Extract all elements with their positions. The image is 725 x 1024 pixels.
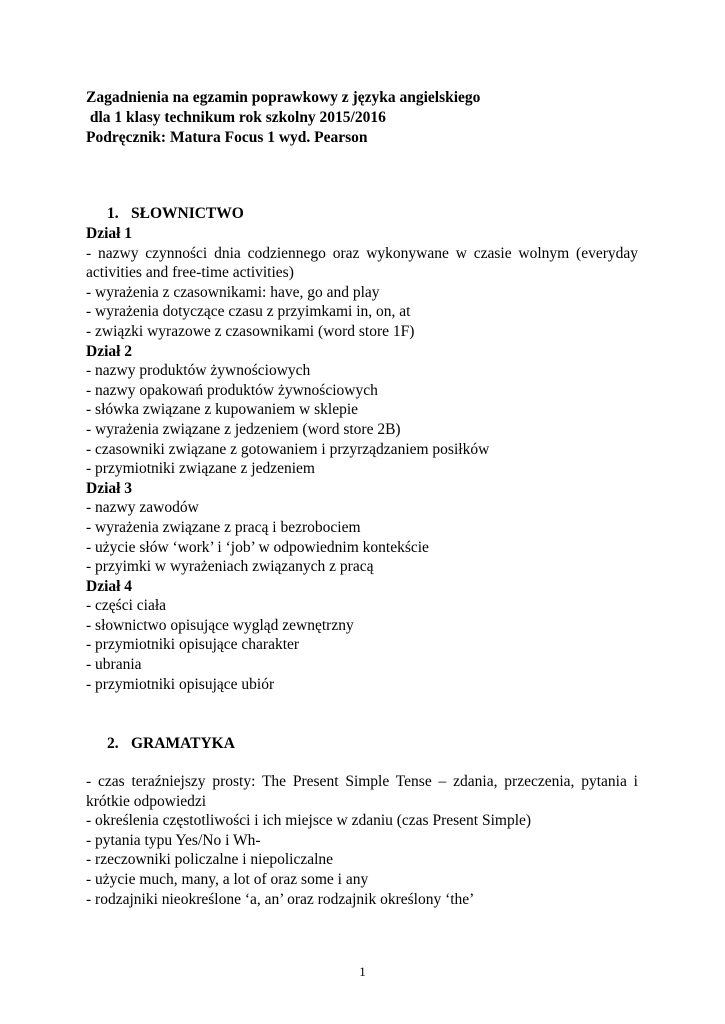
grammar-section-content (86, 772, 638, 909)
list-item: - związki wyrazowe z czasownikami (word store 1F) (86, 322, 415, 340)
list-item: - przymiotniki opisujące ubiór (86, 675, 275, 693)
list-item: - czas teraźniejszy prosty: The Present Simple Tense – zdania, przeczenia, pytania i krótkie odpowiedzi (86, 773, 638, 810)
vocabulary-section-content (86, 224, 638, 694)
section-heading-grammar (107, 734, 235, 754)
list-item: - rzeczowniki policzalne i niepoliczalne (86, 851, 334, 869)
list-item: - rodzajniki nieokreślone ‘a, an’ oraz rodzajnik określony ‘the’ (86, 890, 475, 908)
list-item: - użycie słów ‘work’ i ‘job’ w odpowiednim kontekście (86, 538, 429, 556)
category-heading: Dział 1 (86, 225, 133, 242)
list-item: - użycie much, many, a lot of oraz some i any (86, 870, 369, 888)
list-item: - określenia częstotliwości i ich miejsce w zdaniu (czas Present Simple) (86, 812, 532, 830)
list-item: - słówka związane z kupowaniem w sklepie (86, 401, 359, 419)
header-class-year: dla 1 klasy technikum rok szkolny 2015/2016 (86, 109, 386, 126)
list-item: - wyrażenia dotyczące czasu z przyimkami in, on, at (86, 303, 411, 321)
list-item: - przymiotniki związane z jedzeniem (86, 460, 315, 478)
list-item: - nazwy opakowań produktów żywnościowych (86, 381, 378, 399)
list-item: - wyrażenia z czasownikami: have, go and play (86, 283, 380, 301)
section-title: SŁOWNICTWO (131, 205, 244, 222)
section-number: 2. (107, 735, 119, 752)
list-item: - czasowniki związane z gotowaniem i przyrządzaniem posiłków (86, 440, 490, 458)
list-item: - nazwy produktów żywnościowych (86, 362, 311, 380)
category-heading: Dział 3 (86, 479, 133, 497)
category-heading: Dział 2 (86, 342, 133, 360)
list-item: - przymiotniki opisujące charakter (86, 636, 300, 654)
list-item: - nazwy zawodów (86, 499, 199, 517)
list-item: - przyimki w wyrażeniach związanych z pracą (86, 558, 374, 576)
page-number: 1 (359, 964, 366, 979)
list-item: - ubrania (86, 656, 142, 674)
header-textbook: Podręcznik: Matura Focus 1 wyd. Pearson (86, 129, 368, 146)
list-item: - pytania typu Yes/No i Wh- (86, 831, 261, 849)
header-title: Zagadnienia na egzamin poprawkowy z języka angielskiego (86, 89, 481, 106)
list-item: - wyrażenia związane z pracą i bezrobociem (86, 518, 361, 536)
list-item: - słownictwo opisujące wygląd zewnętrzny (86, 616, 354, 634)
document-header (86, 88, 480, 148)
section-title: GRAMATYKA (131, 735, 235, 752)
category-heading: Dział 4 (86, 577, 133, 595)
list-item: - wyrażenia związane z jedzeniem (word store 2B) (86, 420, 401, 438)
list-item: - nazwy czynności dnia codziennego oraz wykonywane w czasie wolnym (everyday activities and free-time activities) (86, 244, 638, 282)
list-item: - części ciała (86, 597, 167, 615)
section-heading-vocabulary (107, 204, 244, 224)
section-number: 1. (107, 205, 119, 222)
